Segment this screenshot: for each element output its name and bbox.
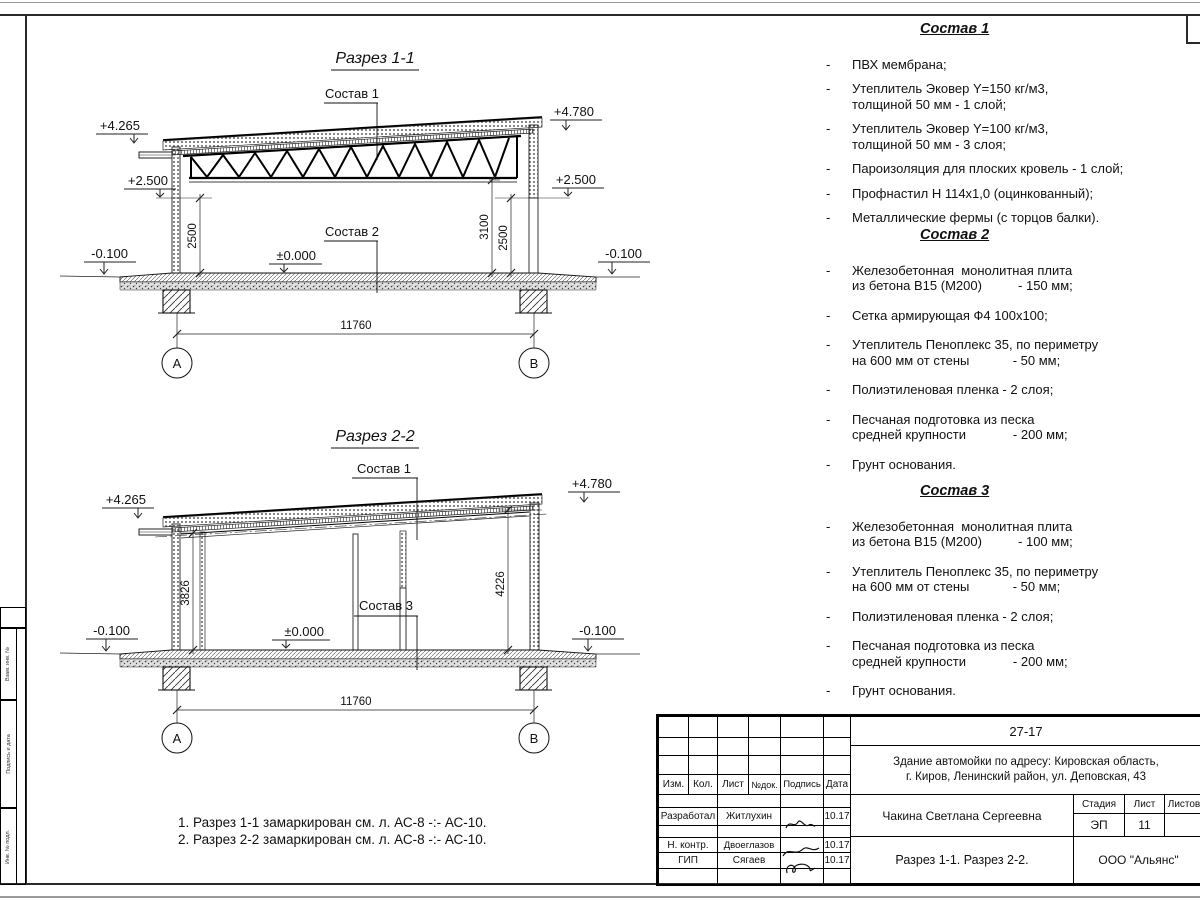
list-item: - Утеплитель Пеноплекс 35, по периметру на 600 мм от стены - 50 мм; xyxy=(820,337,1192,368)
list-item: - Песчаная подготовка из песка средней крупности - 200 мм; xyxy=(820,412,1192,443)
foundations xyxy=(158,290,552,313)
col-header-ndok: №док. xyxy=(749,775,781,795)
svg-text:А: А xyxy=(172,731,182,746)
composition-3-list xyxy=(820,484,1192,713)
list-item: - Утеплитель Пеноплекс 35, по периметру на 600 мм от стены - 50 мм; xyxy=(820,564,1192,595)
list-item: - Железобетонная монолитная плита из бетона В15 (М200) - 100 мм; xyxy=(820,519,1192,550)
title-block-revision-table xyxy=(658,716,851,885)
dash-bullet: - xyxy=(826,307,831,323)
dash-bullet: - xyxy=(826,382,831,397)
project-name-line2: г. Киров, Ленинский район, ул. Деповская, 43 xyxy=(905,771,1147,783)
side-stamp-vzam: Взам. инв. № xyxy=(0,628,17,700)
foundations2 xyxy=(158,667,552,690)
col-header-kol: Кол. xyxy=(689,775,718,795)
section2-sostav1-label xyxy=(352,461,418,540)
paper-edge-top xyxy=(0,2,1200,3)
stage-header-cell: Стадия xyxy=(1073,794,1125,814)
note-line: 2. Разрез 2-2 замаркирован см. л. АС-8 -:- АС-10. xyxy=(178,832,487,847)
svg-text:Состав 1: Состав 1 xyxy=(357,461,411,476)
dash-bullet: - xyxy=(826,161,831,176)
svg-text:+4.265: +4.265 xyxy=(99,118,140,133)
axis-marks2 xyxy=(162,723,549,753)
notes xyxy=(178,814,487,848)
side-stamp-podpis: Подпись и дата xyxy=(0,700,17,808)
axis-marks xyxy=(162,348,549,378)
dash-bullet: - xyxy=(826,121,831,136)
dash-bullet: - xyxy=(826,563,831,579)
svg-text:Состав 1: Состав 1 xyxy=(325,86,379,101)
list-item: - Железобетонная монолитная плита из бетона В15 (М200) - 150 мм; xyxy=(820,263,1192,294)
stage-value-cell: ЭП xyxy=(1073,813,1125,837)
list-item: - Пароизоляция для плоских кровель - 1 слой; xyxy=(820,161,1192,177)
dash-bullet: - xyxy=(826,210,831,225)
col-header-list: Лист xyxy=(718,775,749,795)
date-gip: 10.17 xyxy=(824,853,851,869)
svg-text:±0.000: ±0.000 xyxy=(276,248,316,263)
section-2-2-drawing xyxy=(40,425,660,770)
role-gip: ГИП xyxy=(659,853,718,869)
name-ncontrol: Двоеглазов xyxy=(718,838,781,853)
list-item: - Профнастил Н 114х1,0 (оцинкованный); xyxy=(820,186,1192,202)
sheet-title-cell: Разрез 1-1. Разрез 2-2. xyxy=(850,836,1074,884)
title-block xyxy=(656,714,1200,886)
span-dimension xyxy=(173,313,538,348)
svg-text:-0.100: -0.100 xyxy=(605,246,642,261)
author-cell: Чакина Светлана Сергеевна xyxy=(850,794,1074,837)
company-cell: ООО "Альянс" xyxy=(1073,836,1200,884)
span-dimension2 xyxy=(173,690,538,723)
col-header-podpis: Подпись xyxy=(781,775,824,795)
dash-bullet: - xyxy=(826,262,831,278)
sheet-number-cell: 11 xyxy=(1124,813,1165,837)
list-item: - Грунт основания. xyxy=(820,683,1192,699)
dash-bullet: - xyxy=(826,337,831,352)
floor-slab2 xyxy=(60,650,640,667)
svg-text:11760: 11760 xyxy=(340,320,372,332)
svg-text:±0.000: ±0.000 xyxy=(284,624,324,639)
project-code-cell: 27-17 xyxy=(850,716,1200,746)
project-name-line1: Здание автомойки по адресу: Кировская область, xyxy=(893,756,1159,768)
svg-text:2500: 2500 xyxy=(498,225,510,251)
svg-text:+4.265: +4.265 xyxy=(105,492,146,507)
svg-text:-0.100: -0.100 xyxy=(579,623,616,638)
date-ncontrol: 10.17 xyxy=(824,839,850,851)
dash-bullet: - xyxy=(826,411,831,427)
sheet-header-cell: Лист xyxy=(1124,794,1165,814)
dash-bullet: - xyxy=(826,56,831,72)
dash-bullet: - xyxy=(826,608,831,624)
section2-title: Разрез 2-2 xyxy=(335,428,415,445)
composition-1-title: Состав 1 xyxy=(920,21,990,37)
svg-text:В: В xyxy=(529,356,539,371)
date-developer: 10.17 xyxy=(824,808,851,826)
dash-bullet: - xyxy=(826,81,831,96)
svg-text:+4.780: +4.780 xyxy=(571,476,612,491)
name-developer: Житлухин xyxy=(718,808,781,826)
project-name-cell xyxy=(850,745,1200,795)
composition-3-title: Состав 3 xyxy=(920,483,990,499)
svg-text:-0.100: -0.100 xyxy=(91,246,128,261)
side-stamp-spacer xyxy=(16,628,26,885)
list-item: - Утеплитель Эковер Y=150 кг/м3, толщиной 50 мм - 1 слой; xyxy=(820,81,1192,112)
list-item: - Полиэтиленовая пленка - 2 слоя; xyxy=(820,382,1192,398)
svg-text:Состав 2: Состав 2 xyxy=(325,224,379,239)
svg-text:-0.100: -0.100 xyxy=(93,623,130,638)
signature-developer xyxy=(781,808,824,826)
dash-bullet: - xyxy=(826,683,831,698)
svg-text:В: В xyxy=(529,731,539,746)
list-item: - Сетка армирующая Ф4 100х100; xyxy=(820,308,1192,324)
dash-bullet: - xyxy=(826,456,831,472)
composition-2-list xyxy=(820,228,1192,486)
sheets-total-cell xyxy=(1164,813,1200,837)
svg-text:3100: 3100 xyxy=(479,214,491,240)
dash-bullet: - xyxy=(826,185,831,201)
list-item: - ПВХ мембрана; xyxy=(820,57,1192,73)
svg-text:Состав 3: Состав 3 xyxy=(359,598,413,613)
svg-text:2500: 2500 xyxy=(187,223,199,249)
signature-ncontrol xyxy=(781,838,824,853)
svg-text:+4.780: +4.780 xyxy=(553,104,594,119)
list-item: - Полиэтиленовая пленка - 2 слоя; xyxy=(820,609,1192,625)
frame-top xyxy=(0,14,1200,16)
note-line: 1. Разрез 1-1 замаркирован см. л. АС-8 -:- АС-10. xyxy=(178,815,487,830)
list-item: - Песчаная подготовка из песка средней крупности - 200 мм; xyxy=(820,638,1192,669)
svg-text:+2.500: +2.500 xyxy=(555,172,596,187)
composition-2-title: Состав 2 xyxy=(920,227,990,243)
col-header-data: Дата xyxy=(824,775,851,795)
list-item: - Грунт основания. xyxy=(820,457,1192,473)
side-stamp-box xyxy=(0,607,26,628)
dash-bullet: - xyxy=(826,638,831,653)
floor-slab xyxy=(60,273,640,290)
sheets-header-cell: Листов xyxy=(1164,794,1200,814)
col-header-izm: Изм. xyxy=(659,775,689,795)
roof2 xyxy=(155,494,548,538)
list-item: - Металлические фермы (с торцов балки). xyxy=(820,210,1192,226)
name-gip: Сягаев xyxy=(718,853,781,869)
svg-text:3826: 3826 xyxy=(180,580,192,606)
section1-title: Разрез 1-1 xyxy=(335,50,415,67)
svg-text:4226: 4226 xyxy=(495,571,507,597)
list-item: - Утеплитель Эковер Y=100 кг/м3, толщиной 50 мм - 3 слоя; xyxy=(820,121,1192,152)
svg-text:А: А xyxy=(172,356,182,371)
role-ncontrol: Н. контр. xyxy=(659,838,718,853)
svg-text:11760: 11760 xyxy=(340,696,372,708)
role-developer: Разработал xyxy=(659,808,718,826)
svg-text:+2.500: +2.500 xyxy=(127,173,168,188)
paper-edge-bottom xyxy=(0,896,1200,898)
composition-1-list xyxy=(820,22,1192,235)
dash-bullet: - xyxy=(826,518,831,534)
side-stamp-inv: Инв. № подл. xyxy=(0,808,17,885)
section-1-1-drawing xyxy=(40,20,660,400)
